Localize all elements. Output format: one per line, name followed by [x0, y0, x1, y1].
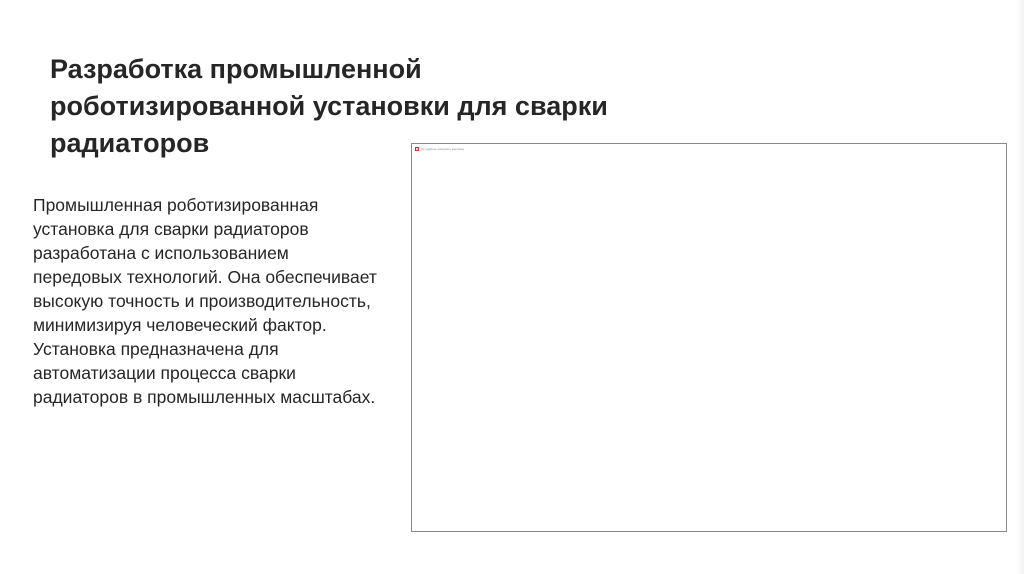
broken-image-alt-text: Не удалось загрузить картинку	[421, 147, 465, 151]
viewer-right-edge	[1016, 0, 1024, 574]
image-placeholder-frame	[411, 143, 1007, 532]
broken-image-icon	[415, 147, 419, 151]
slide-title: Разработка промышленной роботизированной установки для сварки радиаторов	[50, 54, 608, 158]
slide-body-text: Промышленная роботизированная установка для сварки радиаторов разработана с использованием передовых технологий. Она обеспечивает высокую точность и производительность, минимизируя человеческий фактор. Установка предназначена для автоматизации процесса сварки радиаторов в промышленных масштабах.	[33, 195, 377, 407]
broken-image	[415, 146, 464, 152]
